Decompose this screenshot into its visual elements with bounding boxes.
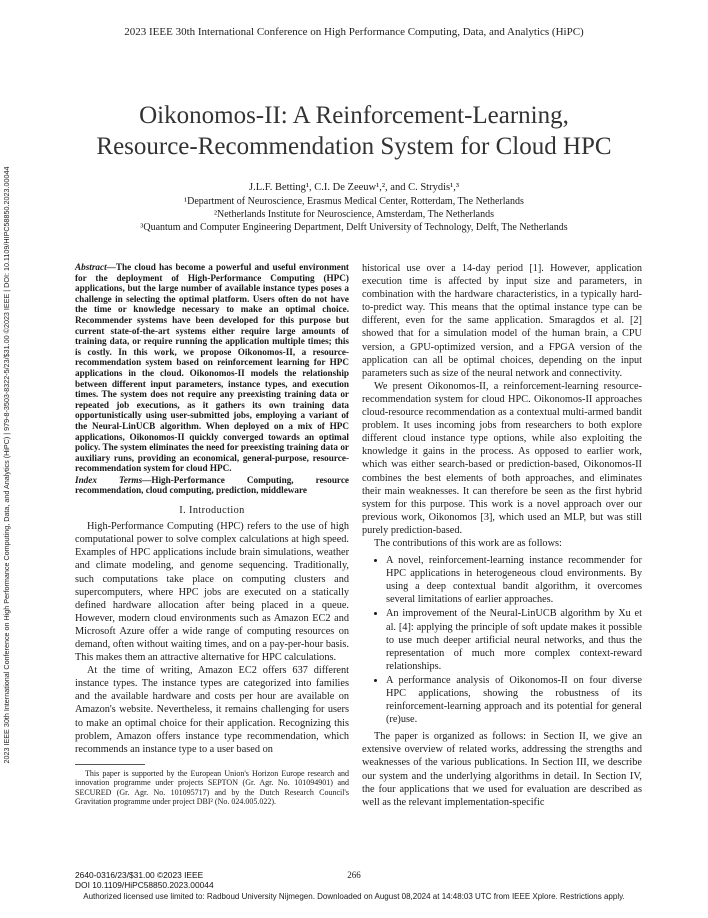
paper-title: [0, 100, 708, 162]
footer-doi: DOI 10.1109/HiPC58850.2023.00044: [75, 880, 214, 890]
abstract: [75, 262, 349, 474]
authorized-use-notice: Authorized licensed use limited to: Radboud University Nijmegen. Downloaded on August 08,2024 at 14:48:03 UTC from IEEE Xplore. Restrictions apply.: [83, 892, 625, 901]
author-list: J.L.F. Betting¹, C.I. De Zeeuw¹,², and C. Strydis¹,³: [248, 182, 459, 193]
section-heading: I. Introduction: [179, 505, 245, 517]
conference-header: 2023 IEEE 30th International Conference on High Performance Computing, Data, and Analytics (HiPC): [124, 26, 584, 38]
list-item: • A novel, reinforcement-learning instance recommender for HPC applications in heterogeneous cloud environments. By using a deep contextual bandit algorithm, it overcomes several limitations of earlier approaches.: [386, 554, 642, 606]
page-number: 266: [347, 870, 361, 880]
footnote-divider: [75, 764, 145, 765]
left-column: [75, 262, 349, 807]
paragraph-present: We present Oikonomos-II, a reinforcement-learning resource-recommendation system for cloud HPC. Oikonomos-II approaches cloud-resource recommendation as a contextual multi-armed bandit problem. It uses incoming jobs from researchers to both explore different cloud instance type options, while also exploiting the knowledge it gains in the process. As opposed to earlier work, which was either search-based or prediction-based, Oikonomos-II combines the best elements of both approaches, and eliminates their main weaknesses. It can therefore be seen as the first hybrid system for this purpose. This work is a novel approach over our previous work, Oikonomos [3], which used an MLP, but was still purely prediction-based.: [362, 380, 642, 536]
footnote: This paper is supported by the European Union's Horizon Europe research and innovation programme under projects SEPTON (Gr. Agr. No. 101094901) and SECURED (Gr. Agr. No. 101095717) and by the Dutch Research Council's Gravitation programme under project DBI² (No. 024.005.022).: [75, 768, 349, 807]
index-terms-text: —High-Performance Computing, resource recommendation, cloud computing, prediction, middleware: [75, 474, 349, 496]
organization-paragraph: The paper is organized as follows: in Section II, we give an extensive overview of related works, addressing the strengths and weaknesses of the various publications. In Section III, we describe our system and the underlying algorithms in detail. In Section IV, the four applications that we used for evaluation are described as well as the relevant implementation-specific: [362, 731, 642, 808]
title-line-1: Oikonomos-II: A Reinforcement-Learning,: [139, 102, 569, 129]
side-doi-strip: 2023 IEEE 30th International Conference on High Performance Computing, Data, and Analytics (HiPC) | 979-8-3503-8322-5/23/$31.00 ©2023 IEEE | DOI: 10.1109/HIPC58850.2023.00044: [2, 166, 11, 764]
intro-paragraph-2: At the time of writing, Amazon EC2 offers 637 different instance types. The instance types are categorized into families and the available hardware and costs per hour are available on Amazon's website. Nevertheless, it remains challenging for users to make an optimal choice for their application. Recognizing this problem, Amazon offers instance type recommendation, which recommends an instance type to a user based on: [75, 665, 349, 755]
affiliation-1: ¹Department of Neuroscience, Erasmus Medical Center, Rotterdam, The Netherlands: [184, 196, 524, 207]
contributions-intro: The contributions of this work are as follows:: [374, 537, 562, 549]
list-item: • An improvement of the Neural-LinUCB algorithm by Xu et al. [4]: applying the principle of soft update makes it possible to use much deeper artificial neural networks, and thus the representation of much more complex context-reward relationships.: [386, 607, 642, 672]
intro-paragraph-1: High-Performance Computing (HPC) refers to the use of high computational power to solve complex calculations at high speed. Examples of HPC applications include brain simulations, weather and climate modeling, and genome sequencing. Traditionally, such computations take place on computing clusters and supercomputers, where HPC jobs are executed on a statically defined hardware allocation after being placed in a queue. However, modern cloud environments such as Amazon EC2 and Microsoft Azure offer a wide range of computing resources on demand, often without waiting times, and on a pay-per-hour basis. This makes them an attractive alternative for HPC calculations.: [75, 521, 349, 664]
right-column: [362, 262, 642, 809]
list-item: • A performance analysis of Oikonomos-II on four diverse HPC applications, showing the robustness of its reinforcement-learning approach and its potential for general (re)use.: [386, 674, 642, 726]
paragraph-continued: historical use over a 14-day period [1]. However, application execution time is affected by input size and parameters, in combination with the hardware characteristics, in a typically hard-to-predict way. This means that the optimal instance type can be different, even for the same application. Smaragdos et al. [2] showed that for a simulation model of the human brain, a CPU version, a GPU-optimized version, and a FPGA version of the application can all be optimal choices, depending on the input parameters such as size of the neural network and connectivity.: [362, 263, 642, 379]
index-terms-label: Index Terms: [75, 474, 143, 485]
index-terms: [75, 475, 349, 496]
abstract-text: —The cloud has become a powerful and useful environment for the deployment of High-Performance Computing (HPC) applications, but the large number of available instance types poses a challenge in selecting the optimal platform. Users often do not have the time or knowledge necessary to make an optimal choice. Recommender systems have been developed for this purpose but current state-of-the-art systems either require large amounts of training data, or require running the application multiple times; this is costly. In this work, we propose Oikonomos-II, a resource-recommendation system based on reinforcement learning for HPC applications in the cloud. Oikonomos-II models the relationship between different input parameters, instance types, and execution times. The system does not require any preexisting training data or repeated job executions, as it gathers its own training data opportunistically using user-submitted jobs, employing a variant of the Neural-LinUCB algorithm. When deployed on a mix of HPC applications, Oikonomos-II quickly converged towards an optimal policy. The system eliminates the need for preexisting training data or auxiliary runs, providing an economical, general-purpose, resource-recommendation system for cloud HPC.: [75, 262, 349, 474]
affiliation-3: ³Quantum and Computer Engineering Department, Delft University of Technology, Delft, The Netherlands: [140, 222, 568, 233]
title-line-2: Resource-Recommendation System for Cloud HPC: [96, 133, 612, 160]
affiliation-2: ²Netherlands Institute for Neuroscience, Amsterdam, The Netherlands: [214, 209, 494, 220]
abstract-label: Abstract: [75, 262, 107, 272]
contributions-list: [362, 554, 642, 726]
footer-issn: 2640-0316/23/$31.00 ©2023 IEEE: [75, 870, 204, 880]
